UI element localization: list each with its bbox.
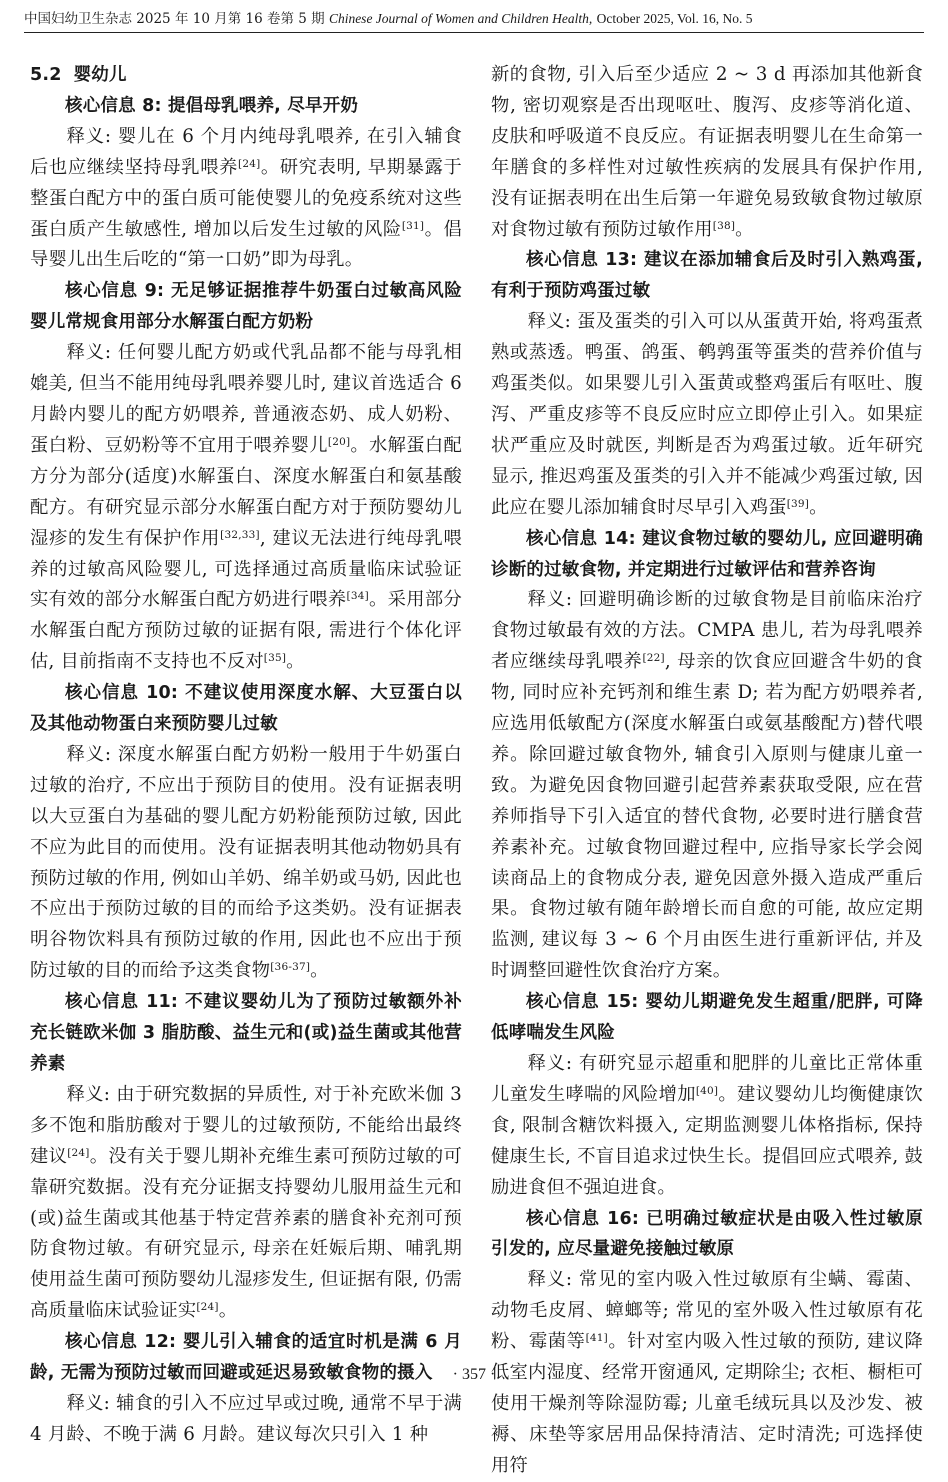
issue-info: October 2025, Vol. 16, No. 5 <box>596 11 753 26</box>
core-info-9-heading: 核心信息 9: 无足够证据推荐牛奶蛋白过敏高风险婴儿常规食用部分水解蛋白配方奶粉 <box>30 281 462 333</box>
core-info-16-heading: 核心信息 16: 已明确过敏症状是由吸入性过敏原引发的, 应尽量避免接触过敏原 <box>491 1208 923 1260</box>
section-heading <box>30 60 462 91</box>
section-number: 5.2 <box>30 65 62 85</box>
page-number: · 357 · <box>452 1366 496 1383</box>
core-info-12-body-continued: 新的食物, 引入后至少适应 2 ~ 3 d 再添加其他新食物, 密切观察是否出现呕吐、腹泻、皮疹等消化道、皮肤和呼吸道不良反应。有证据表明婴儿在生命第一年膳食的多样性对过敏性疾病的发展具有保护作用, 没有证据表明在出生后第一年避免易致敏食物过敏原对食物过敏有预防过敏作用[38]。 <box>491 64 923 240</box>
left-column <box>30 60 462 1451</box>
core-info-12-heading: 核心信息 12: 婴儿引入辅食的适宜时机是满 6 月龄, 无需为预防过敏而回避或延迟易致敏食物的摄入 <box>30 1332 462 1384</box>
journal-name-cn: 中国妇幼卫生杂志 2025 年 10 月第 16 卷第 5 期 <box>24 11 325 27</box>
citation: [32,33] <box>220 528 260 541</box>
citation: [38] <box>712 219 736 232</box>
core-info-11-heading: 核心信息 11: 不建议婴幼儿为了预防过敏额外补充长链欧米伽 3 脂肪酸、益生元和(或)益生菌或其他营养素 <box>30 992 462 1074</box>
citation: [24] <box>67 1146 90 1159</box>
citation: [24] <box>238 157 261 170</box>
citation: [31] <box>401 219 425 232</box>
section-title: 婴幼儿 <box>73 65 127 85</box>
core-info-16-body: 释义: 常见的室内吸入性过敏原有尘螨、霉菌、动物毛皮屑、蟑螂等; 常见的室外吸入性过敏原有花粉、霉菌等[41]。针对室内吸入性过敏的预防, 建议降低室内湿度、经常开窗通风, 定期除尘; 衣柜、橱柜可使用干燥剂等除湿防霉; 儿童毛绒玩具以及沙发、被褥、床垫等家居用品保持清洁、定时清洗; 可选择使用符 <box>491 1269 924 1476</box>
core-info-13-body: 释义: 蛋及蛋类的引入可以从蛋黄开始, 将鸡蛋煮熟或蒸透。鸭蛋、鸽蛋、鹌鹑蛋等蛋类的营养价值与鸡蛋类似。如果婴儿引入蛋黄或整鸡蛋后有呕吐、腹泻、严重皮疹等不良反应时应立即停止引入。如果症状严重应及时就医, 判断是否为鸡蛋过敏。近年研究显示, 推迟鸡蛋及蛋类的引入并不能减少鸡蛋过敏, 因此应在婴儿添加辅食时尽早引入鸡蛋[39]。 <box>491 311 923 518</box>
citation: [41] <box>585 1332 608 1345</box>
core-info-12-body: 释义: 辅食的引入不应过早或过晚, 通常不早于满 4 月龄、不晚于满 6 月龄。建议每次只引入 1 种 <box>30 1392 462 1445</box>
core-info-14-body: 释义: 回避明确诊断的过敏食物是目前临床治疗食物过敏最有效的方法。CMPA 患儿, 若为母乳喂养者应继续母乳喂养[22], 母亲的饮食应回避含牛奶的食物, 同时应补充钙剂和维生素 D; 若为配方奶喂养者, 应选用低敏配方(深度水解蛋白或氨基酸配方)替代喂养。除回避过敏食物外, 辅食引入原则与健康儿童一致。为避免因食物回避引起营养素获取受限, 应在营养师指导下引入适宜的替代食物, 必要时进行膳食营养素补充。过敏食物回避过程中, 应指导家长学会阅读商品上的食物成分表, 避免因意外摄入造成严重后果。食物过敏有随年龄增长而自愈的可能, 故应定期监测, 建议每 3 ~ 6 个月由医生进行重新评估, 并及时调整回避性饮食治疗方案。 <box>491 589 923 982</box>
core-info-10-heading: 核心信息 10: 不建议使用深度水解、大豆蛋白以及其他动物蛋白来预防婴儿过敏 <box>30 683 462 735</box>
core-info-10-body: 释义: 深度水解蛋白配方奶粉一般用于牛奶蛋白过敏的治疗, 不应出于预防目的使用。没有证据表明以大豆蛋白为基础的婴儿配方奶粉能预防过敏, 因此不应为此目的而使用。没有证据表明其他动物奶具有预防过敏的作用, 例如山羊奶、绵羊奶或马奶, 因此也不应出于预防过敏的目的而给予这类奶。没有证据表明谷物饮料具有预防过敏的作用, 因此也不应出于预防过敏的目的而给予这类食物[36-37]。 <box>30 743 462 982</box>
core-info-14-heading: 核心信息 14: 建议食物过敏的婴幼儿, 应回避明确诊断的过敏食物, 并定期进行过敏评估和营养咨询 <box>491 528 923 580</box>
running-header <box>24 6 924 33</box>
citation: [35] <box>263 652 287 665</box>
journal-name-en: Chinese Journal of Women and Children Health, <box>328 11 593 26</box>
core-info-11-body: 释义: 由于研究数据的异质性, 对于补充欧米伽 3 多不饱和脂肪酸对于婴儿的过敏预防, 不能给出最终建议[24]。没有关于婴儿期补充维生素可预防过敏的可靠研究数据。没有充分证据支持婴幼儿服用益生元和(或)益生菌或其他基于特定营养素的膳食补充剂可预防食物过敏。有研究显示, 母亲在妊娠后期、哺乳期使用益生菌可预防婴幼儿湿疹发生, 但证据有限, 仍需高质量临床试验证实[24]。 <box>30 1083 463 1322</box>
citation: [40] <box>695 1084 719 1097</box>
core-info-8-heading: 核心信息 8: 提倡母乳喂养, 尽早开奶 <box>65 95 359 116</box>
right-column <box>491 60 923 1482</box>
citation: [34] <box>346 590 369 603</box>
citation: [39] <box>786 497 810 510</box>
citation: [24] <box>196 1301 219 1314</box>
citation: [22] <box>642 652 665 665</box>
core-info-8-body: 释义: 婴儿在 6 个月内纯母乳喂养, 在引入辅食后也应继续坚持母乳喂养[24]。研究表明, 早期暴露于整蛋白配方中的蛋白质可能使婴儿的免疫系统对这些蛋白质产生敏感性, 增加以后发生过敏的风险[31]。倡导婴儿出生后吃的“第一口奶”即为母乳。 <box>30 125 462 271</box>
core-info-15-heading: 核心信息 15: 婴幼儿期避免发生超重/肥胖, 可降低哮喘发生风险 <box>491 992 923 1044</box>
core-info-15-body: 释义: 有研究显示超重和肥胖的儿童比正常体重儿童发生哮喘的风险增加[40]。建议婴幼儿均衡健康饮食, 限制含糖饮料摄入, 定期监测婴儿体格指标, 保持健康生长, 不盲目追求过快生长。提倡回应式喂养, 鼓励进食但不强迫进食。 <box>491 1053 924 1198</box>
core-info-13-heading: 核心信息 13: 建议在添加辅食后及时引入熟鸡蛋, 有利于预防鸡蛋过敏 <box>491 250 923 302</box>
citation: [36-37] <box>270 961 311 974</box>
citation: [20] <box>327 435 351 448</box>
core-info-9-body: 释义: 任何婴儿配方奶或代乳品都不能与母乳相媲美, 但当不能用纯母乳喂养婴儿时, 建议首选适合 6 月龄内婴儿的配方奶喂养, 普通液态奶、成人奶粉、蛋白粉、豆奶粉等不宜用于喂养婴儿[20]。水解蛋白配方分为部分(适度)水解蛋白、深度水解蛋白和氨基酸配方。有研究显示部分水解蛋白配方对于预防婴幼儿湿疹的发生有保护作用[32,33], 建议无法进行纯母乳喂养的过敏高风险婴儿, 可选择通过高质量临床试验证实有效的部分水解蛋白配方奶进行喂养[34]。采用部分水解蛋白配方预防过敏的证据有限, 需进行个体化评估, 目前指南不支持也不反对[35]。 <box>30 342 463 673</box>
